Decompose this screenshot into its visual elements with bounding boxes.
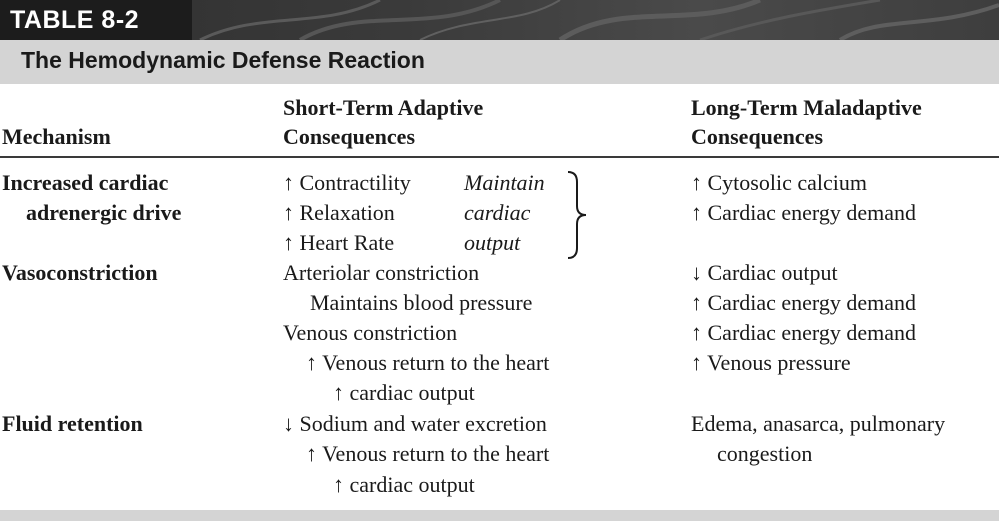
long-vasoconstriction-item: ↓ Cardiac output	[691, 260, 838, 285]
short-adrenergic-item: ↑ Heart Rate	[283, 230, 395, 255]
short-fluid-item: ↑ cardiac output	[333, 472, 475, 497]
short-vasoconstriction-item: Venous constriction	[283, 320, 458, 345]
short-adrenergic-note: Maintain	[464, 170, 545, 195]
short-fluid-item: ↑ Venous return to the heart	[306, 441, 550, 466]
table-footer-band	[0, 510, 999, 521]
short-adrenergic-item: ↑ Contractility	[283, 170, 411, 195]
header-long-term-line2: Consequences	[691, 124, 824, 149]
short-vasoconstriction-item: ↑ Venous return to the heart	[306, 350, 550, 375]
table-title: The Hemodynamic Defense Reaction	[21, 47, 425, 73]
short-vasoconstriction-item: Arteriolar constriction	[283, 260, 480, 285]
header-rule	[0, 156, 999, 158]
header-short-term-line1: Short-Term Adaptive	[283, 95, 484, 120]
mechanism-vasoconstriction: Vasoconstriction	[2, 260, 158, 285]
long-vasoconstriction-item: ↑ Cardiac energy demand	[691, 290, 917, 315]
short-adrenergic-note: output	[464, 230, 521, 255]
table-number-label: TABLE 8-2	[0, 0, 192, 40]
long-fluid-item: Edema, anasarca, pulmonary	[691, 411, 946, 436]
short-vasoconstriction-item: Maintains blood pressure	[310, 290, 533, 315]
header-mechanism: Mechanism	[2, 124, 111, 149]
table-banner	[0, 0, 999, 40]
short-adrenergic-item: ↑ Relaxation	[283, 200, 395, 225]
long-fluid-item: congestion	[717, 441, 813, 466]
long-vasoconstriction-item: ↑ Venous pressure	[691, 350, 851, 375]
mechanism-adrenergic-line1: Increased cardiac	[2, 170, 169, 195]
mechanism-adrenergic-line2: adrenergic drive	[26, 200, 182, 225]
long-adrenergic-item: ↑ Cardiac energy demand	[691, 200, 917, 225]
long-vasoconstriction-item: ↑ Cardiac energy demand	[691, 320, 917, 345]
short-vasoconstriction-item: ↑ cardiac output	[333, 380, 475, 405]
long-adrenergic-item: ↑ Cytosolic calcium	[691, 170, 867, 195]
mechanism-fluid-retention: Fluid retention	[2, 411, 143, 436]
header-long-term-line1: Long-Term Maladaptive	[691, 95, 922, 120]
short-fluid-item: ↓ Sodium and water excretion	[283, 411, 547, 436]
header-short-term-line2: Consequences	[283, 124, 416, 149]
short-adrenergic-note: cardiac	[464, 200, 531, 225]
right-brace-icon	[560, 170, 590, 260]
